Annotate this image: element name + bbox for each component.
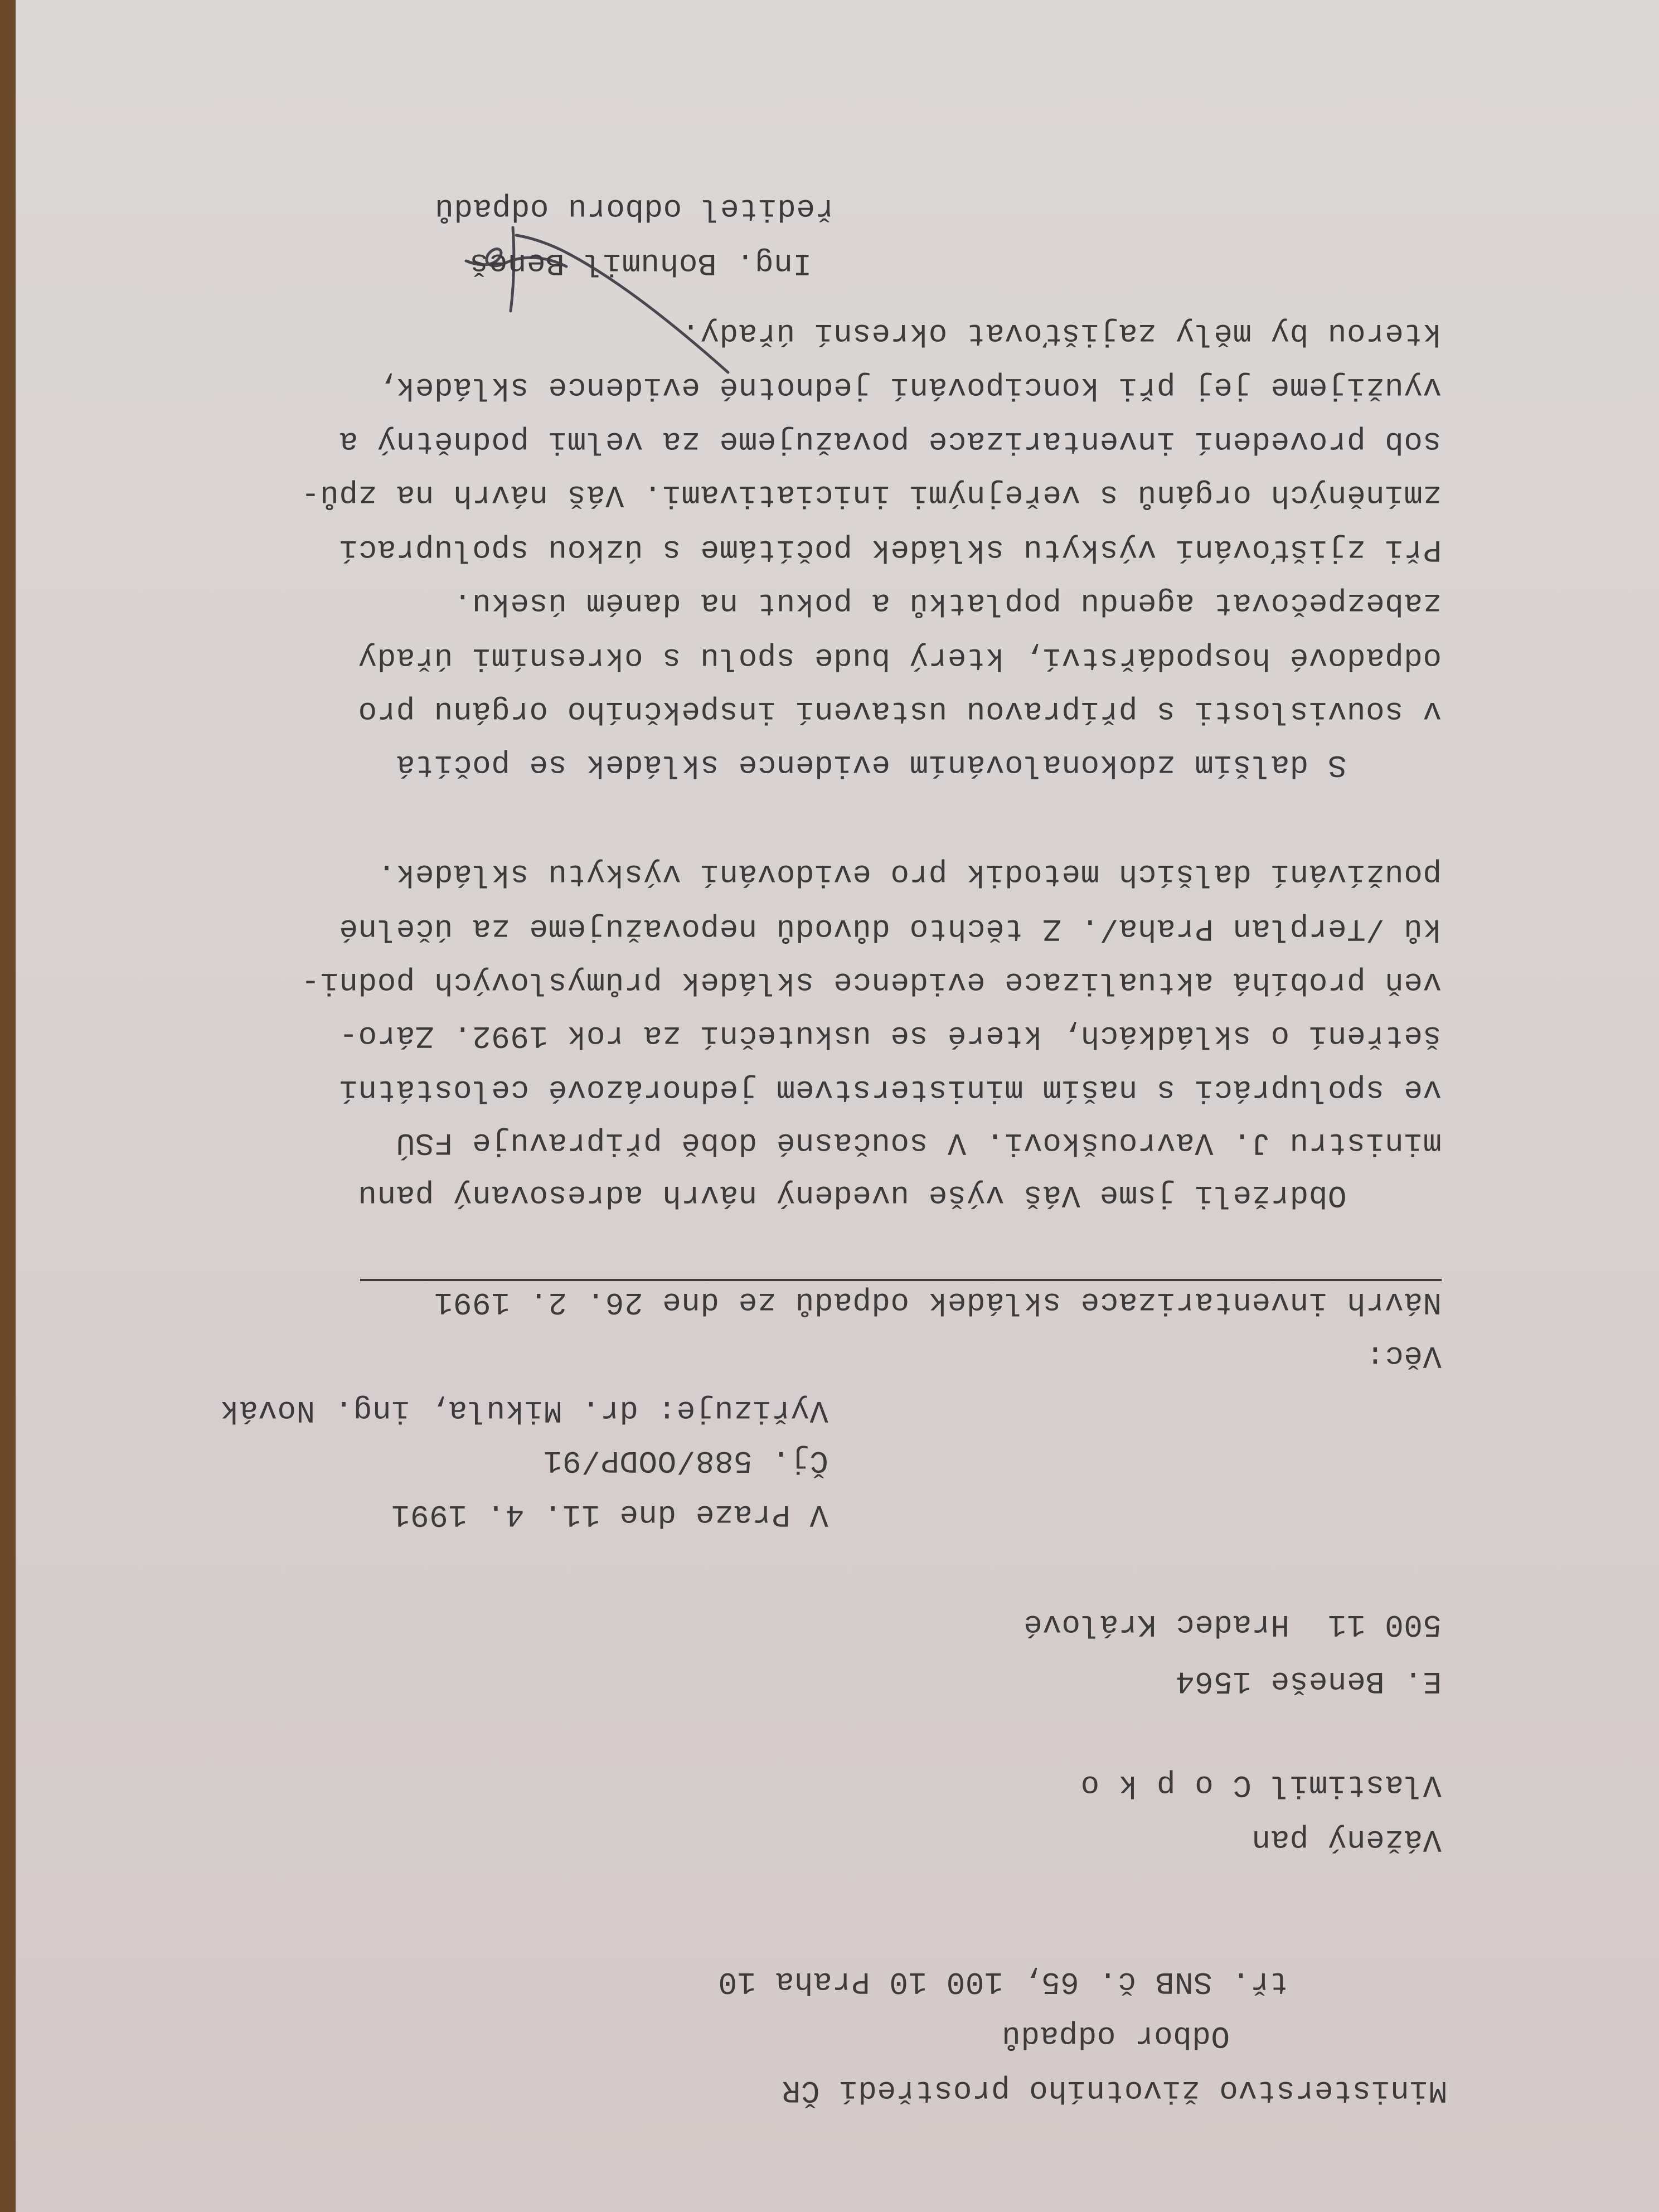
subject-label: Věc: [1365, 1338, 1442, 1374]
body-line: S dalším zdokonalováním evidence skládek se počítá [396, 747, 1442, 783]
body-line: používání dalších metodik pro evidování výskytu skládek. [377, 856, 1442, 892]
body-line: ků /Terplan Praha/. Z těchto důvodů nepovažujeme za účelné [338, 911, 1442, 947]
department-name: Odbor odpadů [1001, 2018, 1230, 2054]
subject-text: Návrh inventarizace skládek odpadů ze dne 26. 2. 1991 [434, 1284, 1442, 1320]
body-line: v souvislosti s přípravou ustavení inspekčního orgánu pro [357, 693, 1442, 729]
place-date: V Praze dne 11. 4. 1991 [391, 1497, 828, 1532]
body-line: kterou by měly zajišťovat okresní úřady. [681, 316, 1442, 351]
body-line: sob provedení inventarizace považujeme za velmi podnětný a [338, 424, 1442, 459]
ministry-address: tř. SNB č. 65, 100 10 Praha 10 [717, 1964, 1288, 2000]
handled-by: Vyřizuje: dr. Mikula, ing. Novák [220, 1393, 828, 1428]
recipient-name: Vlastimil C o p k o [1080, 1767, 1442, 1803]
recipient-city: 500 11 Hradec Králové [1023, 1607, 1442, 1642]
body-line: odpadové hospodářství, který bude spolu s okresními úřady [357, 640, 1442, 676]
body-line: využijeme jej při koncipování jednotné evidence skládek, [377, 370, 1442, 405]
body-line: zabezpečovat agendu poplatků a pokut na daném úseku. [453, 585, 1442, 621]
body-line: šetření o skládkách, které se uskuteční za rok 1992. Záro- [338, 1018, 1442, 1054]
body-line: zmíněných orgánů s veřejnými iniciativami. Váš návrh na způ- [300, 477, 1442, 513]
recipient-street: E. Beneše 1564 [1175, 1663, 1442, 1699]
body-line: Obdrželi jsme Váš výše uvedený návrh adresovaný panu [357, 1177, 1442, 1213]
signatory-title: ředitel odboru odpadů [434, 191, 834, 226]
body-line: veň probíhá aktualizace evidence skládek průmyslových podni- [300, 964, 1442, 1000]
ministry-name: Ministerstvo životního prostředí ČR [782, 2073, 1447, 2108]
signatory-name: Ing. Bohumil Beneš [469, 245, 812, 281]
subject-underline [360, 1279, 1442, 1281]
reference-number: Čj. 588/OODP/91 [543, 1443, 828, 1478]
recipient-salutation: Vážený pan [1251, 1822, 1442, 1857]
body-line: Při zjišťování výskytu skládek počítáme s úzkou spoluprací [338, 532, 1442, 567]
body-line: ministru J. Vavrouškovi. V současné době připravuje FSÚ [396, 1125, 1442, 1161]
body-line: ve spolupráci s naším ministerstvem jednorázové celostátní [338, 1072, 1442, 1108]
handwritten-signature [399, 205, 745, 395]
